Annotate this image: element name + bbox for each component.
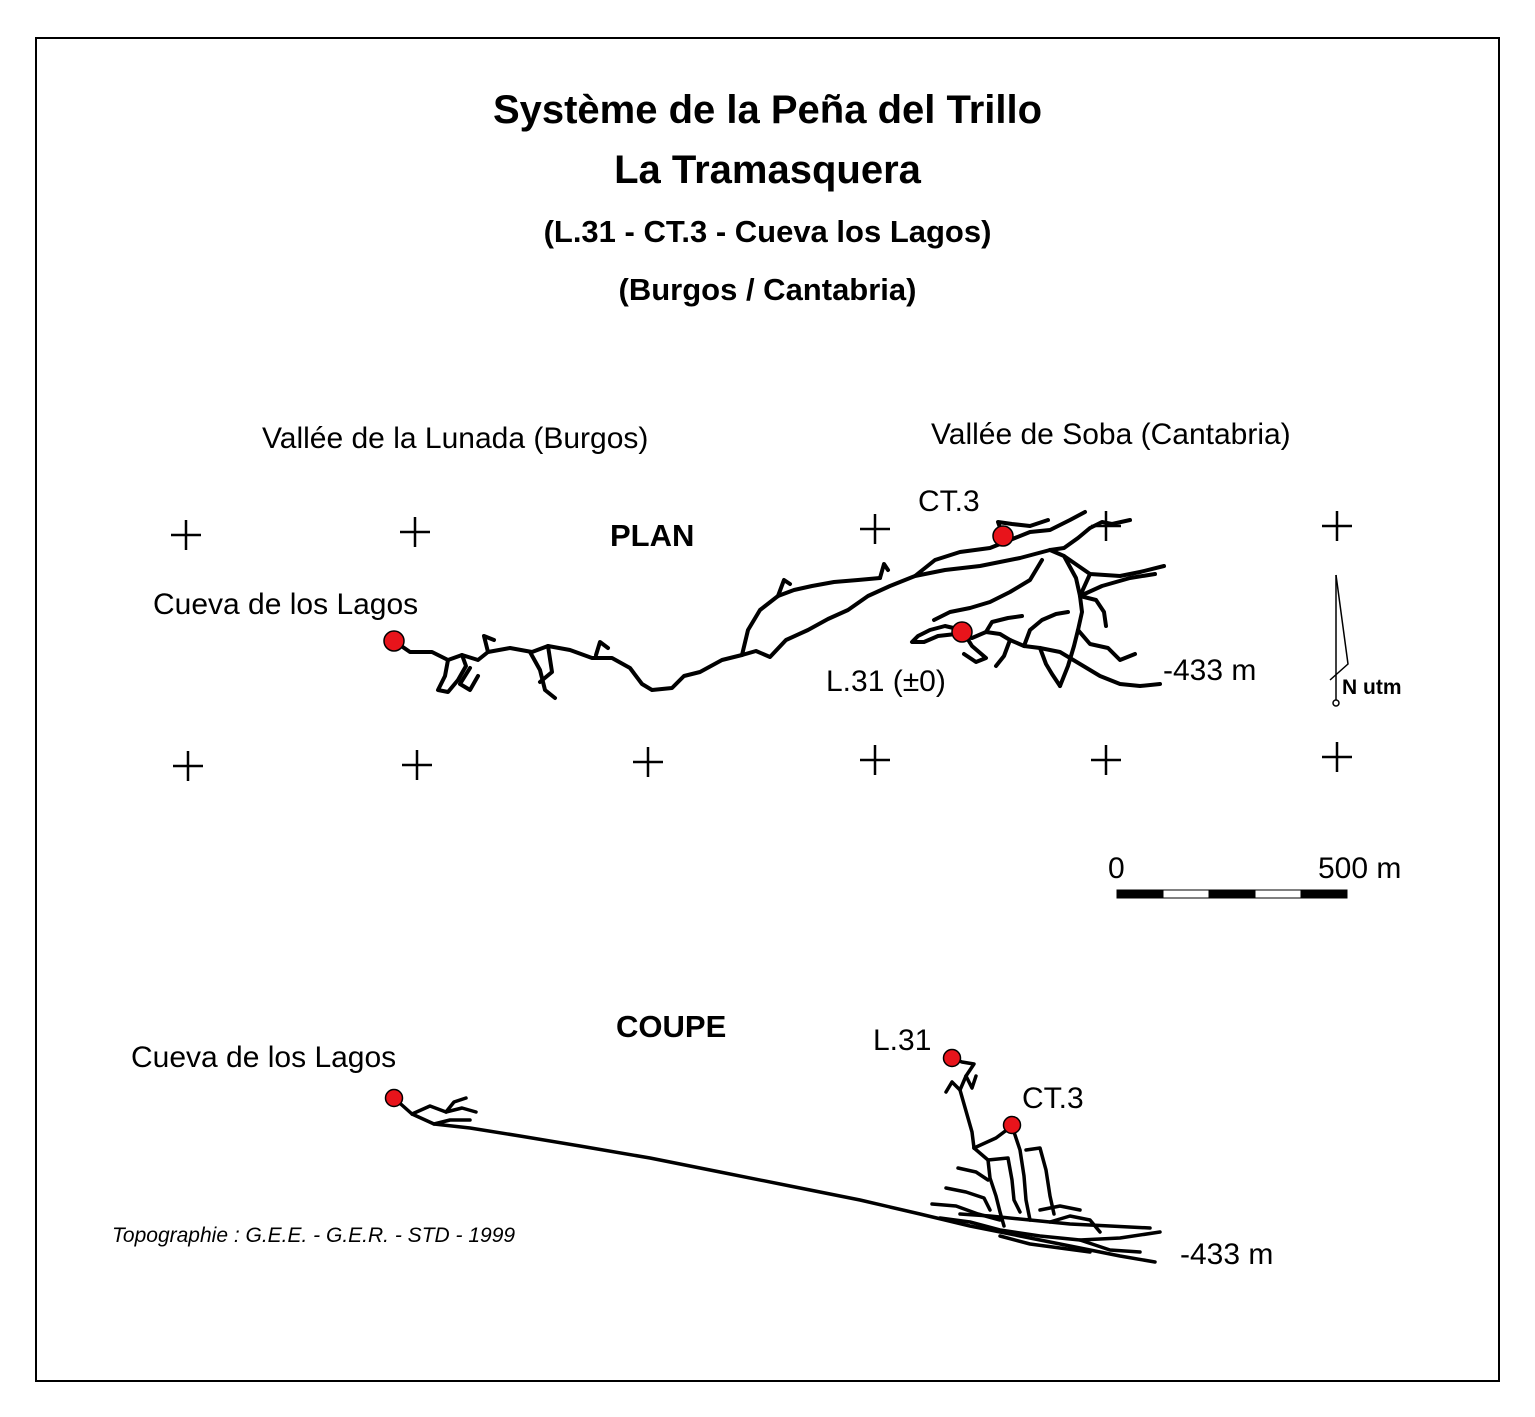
grid-cross <box>402 750 432 780</box>
plan-entrance-cueva <box>384 631 404 651</box>
plan-label-l31: L.31 (±0) <box>826 665 946 698</box>
scale-bar-segment <box>1255 890 1301 898</box>
grid-cross <box>860 514 890 544</box>
grid-cross <box>860 745 890 775</box>
plan-heading: PLAN <box>610 518 695 553</box>
grid-cross <box>400 517 430 547</box>
scale-max-label: 500 m <box>1318 852 1402 885</box>
scale-bar-segment <box>1163 890 1209 898</box>
utm-grid-crosses <box>171 511 1352 781</box>
scale-zero-label: 0 <box>1108 852 1125 885</box>
north-label: N utm <box>1342 676 1402 699</box>
scale-bar <box>1117 890 1347 898</box>
plan-depth-label: -433 m <box>1163 654 1257 687</box>
grid-cross <box>1322 511 1352 541</box>
plan-main-gallery <box>394 550 1050 690</box>
north-arrow-icon <box>1330 575 1348 706</box>
coupe-entrance-cueva <box>386 1090 403 1107</box>
grid-cross <box>173 751 203 781</box>
coupe-entrance-ct3 <box>1004 1117 1021 1134</box>
map-title: Système de la Peña del Trillo <box>492 88 1043 132</box>
plan-label-ct3: CT.3 <box>918 485 980 518</box>
valley-right-label: Vallée de Soba (Cantabria) <box>931 418 1291 451</box>
coupe-label-cueva: Cueva de los Lagos <box>131 1041 397 1074</box>
plan-passages <box>394 512 1164 698</box>
coupe-entrance-l31 <box>944 1050 961 1067</box>
coupe-heading: COUPE <box>616 1009 727 1044</box>
system-entrances-caption: (L.31 - CT.3 - Cueva los Lagos) <box>543 214 992 249</box>
coupe-depth-label: -433 m <box>1180 1238 1274 1271</box>
valley-left-label: Vallée de la Lunada (Burgos) <box>262 422 649 455</box>
coupe-label-ct3: CT.3 <box>1022 1082 1084 1115</box>
grid-cross <box>171 520 201 550</box>
plan-entrance-ct3 <box>993 526 1013 546</box>
grid-cross <box>1091 745 1121 775</box>
scale-bar-segment <box>1209 890 1255 898</box>
scale-bar-segment <box>1117 890 1163 898</box>
map-subtitle: La Tramasquera <box>614 148 921 192</box>
plan-label-cueva: Cueva de los Lagos <box>153 588 419 621</box>
region-caption: (Burgos / Cantabria) <box>618 272 917 307</box>
survey-credit: Topographie : G.E.E. - G.E.R. - STD - 1999 <box>112 1224 516 1247</box>
plan-entrance-l31 <box>952 622 972 642</box>
entrance-markers <box>384 526 1021 1134</box>
scale-bar-segment <box>1301 890 1347 898</box>
grid-cross <box>1322 742 1352 772</box>
coupe-passages <box>394 1058 1160 1262</box>
grid-cross <box>633 747 663 777</box>
coupe-label-l31: L.31 <box>873 1024 932 1057</box>
